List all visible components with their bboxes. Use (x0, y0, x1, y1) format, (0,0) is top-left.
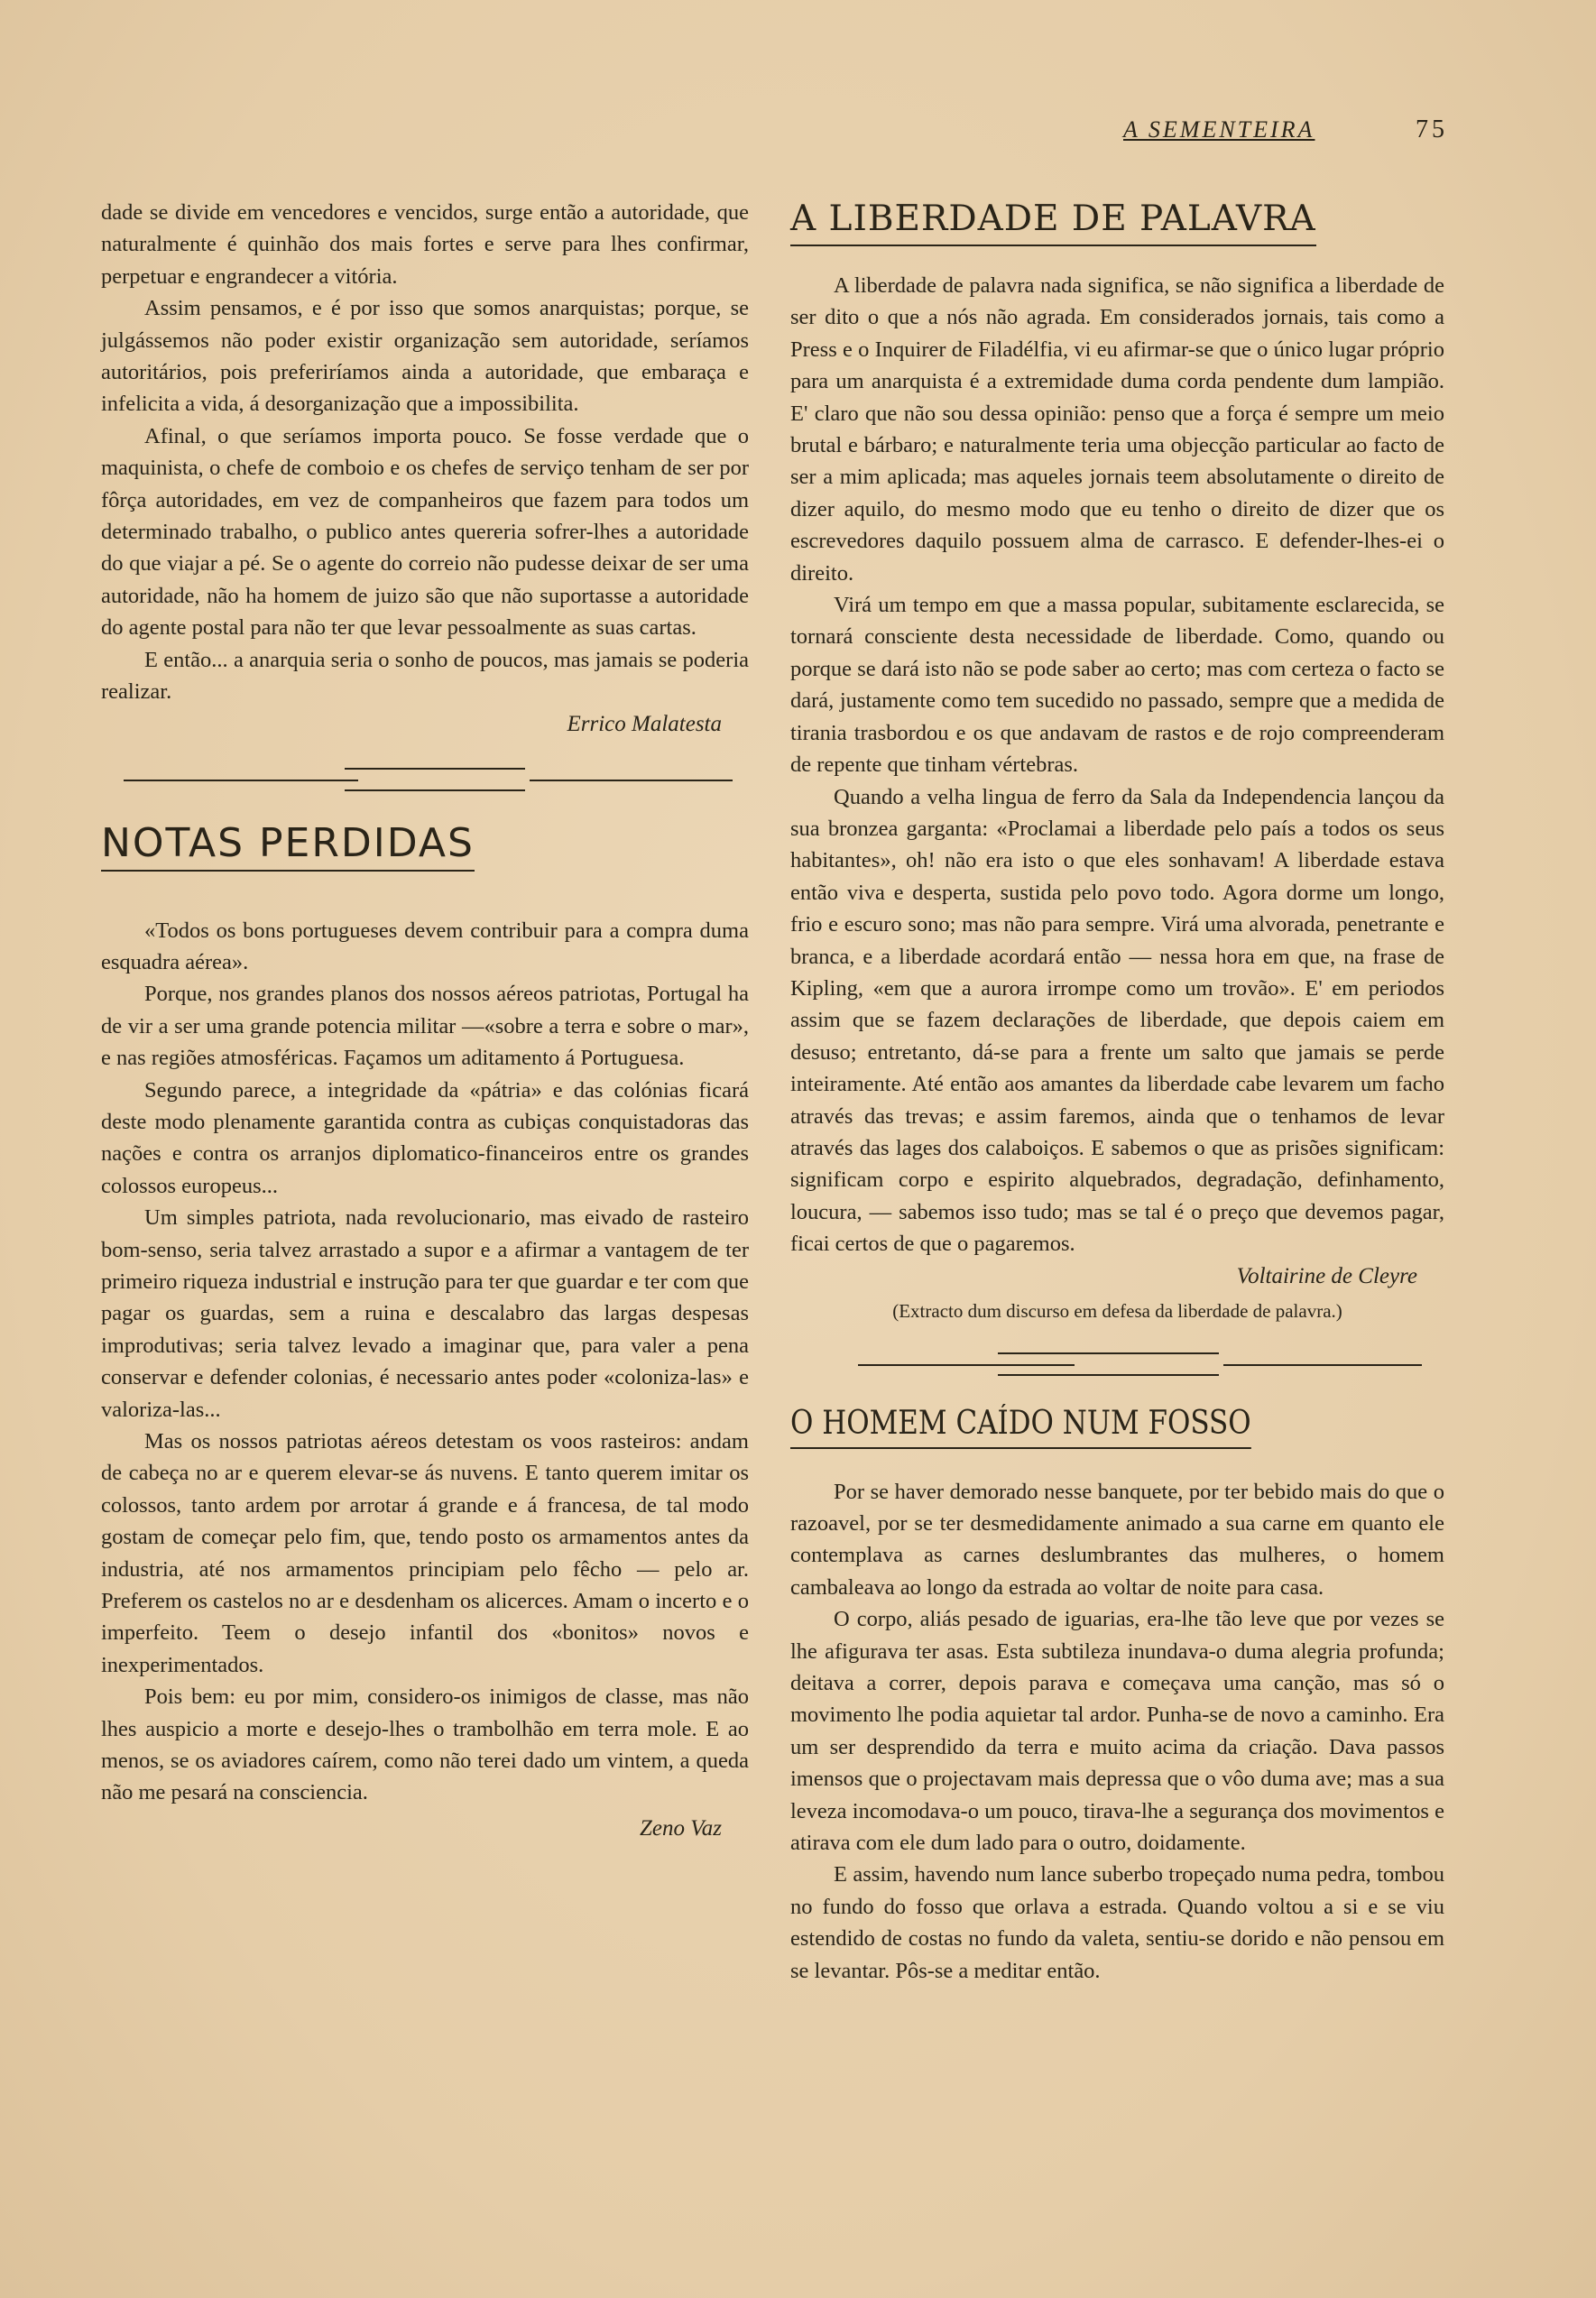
continuation-paragraph: Assim pensamos, e é por isso que somos anarquistas; porque, se julgássemos não poder existir organização sem autoridade, seríamos autoritários, pois preferiríamos ainda a autoridade, que embaraça e infelicita a vida, á desorganização que a impossibilita. (101, 296, 749, 417)
running-head (1123, 115, 1448, 144)
article-paragraph: Por se haver demorado nesse banquete, por ter bebido mais do que o razoavel, por se ter desmedidamente animado a sua carne em quanto ele contemplava as carnes deslumbrantes das mulheres, o homem cambaleava ao longo da estrada ao voltar de noite para casa. (790, 1479, 1444, 1600)
article-paragraph: Mas os nossos patriotas aéreos detestam os voos rasteiros: andam de cabeça no ar e querem elevar-se ás nuvens. E tanto querem imitar os colossos, tanto ardem por arrotar á grande e á francesa, de tal modo gostam de começar pelo fim, que, tendo posto os armamentos antes da industria, até nos armamentos principiam pelo fêcho — pelo ar. Preferem os castelos no ar e desdenham os alicerces. Amam o incerto e o imperfeito. Teem o desejo infantil dos «bonitos» novos e inexperimentados. (101, 1429, 749, 1677)
author-signature: Errico Malatesta (567, 711, 722, 736)
article-paragraph: Quando a velha lingua de ferro da Sala da Independencia lançou da sua bronzea garganta: «Proclamai a liberdade pelo país a todos os seus habitantes», oh! não era isto o que eles sonhavam! A liberdade estava então viva e desperta, sustida pelo povo todo. Agora dorme um longo, frio e escuro sono; mas não para sempre. Virá uma alvorada, penetrante e branca, e a liberdade acordará então — nessa hora em que, na frase de Kipling, «em que a aurora irrompe como um trovão». E' em periodos assim que se fazem declarações de liberdade, que depois caiem em desuso; entretanto, dá-se para a frente um salto que jamais se perde inteiramente. Até então aos amantes da liberdade cabe levarem um facho através das trevas; e assim faremos, ainda que o tenhamos de levar através das lages dos calaboiços. E sabemos o que as prisões significam: significam corpo e espirito alquebrados, degradação, definhamento, loucura, — sabemos isso tudo; mas se tal é o preço que devemos pagar, ficai certos de que o pagaremos. (790, 784, 1444, 1257)
article-paragraph: Pois bem: eu por mim, considero-os inimigos de classe, mas não lhes auspicio a morte e desejo-lhes o trambolhão em terra mole. E ao menos, se os aviadores caírem, como não terei dado um vintem, a queda não me pesará na consciencia. (101, 1684, 749, 1805)
continuation-paragraph: Afinal, o que seríamos importa pouco. Se fosse verdade que o maquinista, o chefe de comboio e os chefes de serviço tenham de ser por fôrça autoridades, em vez de companheiros que fazem para todos um determinado trabalho, o publico antes quereria sofrer-lhes a autoridade do que viajar a pé. Se o agente do correio não pudesse deixar de ser uma autoridade, não ha homem de juizo são que não suportasse a autoridade do agente postal para não ter que levar pessoalmente as suas cartas. (101, 423, 749, 641)
article-title: NOTAS PERDIDAS (101, 820, 475, 872)
article-paragraph: Virá um tempo em que a massa popular, subitamente esclarecida, se tornará consciente desta necessidade de liberdade. Como, quando ou porque se dará isto não se pode saber ao certo; mas com certeza o facto se dará, justamente como tem sucedido no passado, sempre que a medida de tirania trasbordou e os que andavam de rastos e de rojo compreenderam de repente que tinham vértebras. (790, 593, 1444, 778)
article-paragraph: A liberdade de palavra nada significa, se não significa a liberdade de ser dito o que a nós não agrada. Em considerados jornais, tais como a Press e o Inquirer de Filadélfia, vi eu afirmar-se que o único lugar próprio para um anarquista é a extremidade duma corda pendente dum lampião. E' claro que não sou dessa opinião: penso que a força é sempre um meio brutal e bárbaro; e naturalmente teria uma objecção particular ao facto de ser a mim aplicada; mas aqueles jornais teem absolutamente o direito de dizer aquilo, do mesmo modo que eu tenho o direito de dizer que os escrevedores daquilo possuem alma de carrasco. E defender-lhes-ei o direito. (790, 273, 1444, 586)
section-divider (101, 762, 749, 798)
continuation-paragraph: dade se divide em vencedores e vencidos, surge então a autoridade, que naturalmente é quinhão dos mais fortes e serve para lhes confirmar, perpetuar e engrandecer a vitória. (101, 200, 749, 289)
article-paragraph: E assim, havendo num lance suberbo tropeçado numa pedra, tombou no fundo do fosso que orlava a estrada. Quando voltou a si e se viu estendido de costas no fundo da valeta, sentiu-se dorido e não pensou em se levantar. Pôs-se a meditar então. (790, 1862, 1444, 1983)
article-paragraph: Segundo parece, a integridade da «pátria» e das colónias ficará deste modo plenamente garantida contra as cubiças conquistadoras das nações e contra os arranjos diplomatico-financeiros entre os grandes colossos europeus... (101, 1077, 749, 1198)
article-paragraph: Porque, nos grandes planos dos nossos aéreos patriotas, Portugal ha de vir a ser uma grande potencia militar —«sobre a terra e sobre o mar», e nas regiões atmosféricas. Façamos um aditamento á Portuguesa. (101, 982, 749, 1071)
continuation-paragraph: E então... a anarquia seria o sonho de poucos, mas jamais se poderia realizar. (101, 647, 749, 705)
article-title: O HOMEM CAÍDO NUM FOSSO (790, 1405, 1251, 1449)
right-column (790, 198, 1444, 1987)
author-signature: Voltairine de Cleyre (1236, 1263, 1417, 1288)
source-note: (Extracto dum discurso em defesa da liberdade de palavra.) (892, 1299, 1342, 1322)
article-paragraph: Um simples patriota, nada revolucionario, mas eivado de rasteiro bom-senso, seria talvez arrastado a supor e a afirmar a vantagem de ter primeiro riqueza industrial e instrução para ter que guardar e ter com que pagar os guardas, sem a ruina e descalabro das largas despesas improdutivas; seria talvez levado a imaginar que, para valer a pena conservar e defender colonias, é necessario antes poder «coloniza-las» e valoriza-las... (101, 1205, 749, 1422)
article-title: A LIBERDADE DE PALAVRA (790, 198, 1316, 246)
section-divider (790, 1347, 1444, 1383)
author-signature: Zeno Vaz (640, 1815, 722, 1841)
left-column (101, 197, 749, 1845)
magazine-title: A SEMENTEIRA (1123, 116, 1315, 143)
article-paragraph: «Todos os bons portugueses devem contribuir para a compra duma esquadra aérea». (101, 918, 749, 974)
page-number: 75 (1416, 115, 1448, 143)
article-paragraph: O corpo, aliás pesado de iguarias, era-lhe tão leve que por vezes se lhe afigurava ter asas. Esta subtileza inundava-o duma alegria profunda; deitava a correr, depois parava e começava uma canção, mas só o movimento lhe podia aquietar tal ardor. Punha-se de novo a caminho. Era um ser desprendido da terra e muito acima da criação. Dava passos imensos que o projectavam mais depressa que o vôo duma ave; mas a sua leveza incomodava-o um pouco, tirava-lhe a segurança dos movimentos e atirava com ele dum lado para o outro, doidamente. (790, 1607, 1444, 1856)
